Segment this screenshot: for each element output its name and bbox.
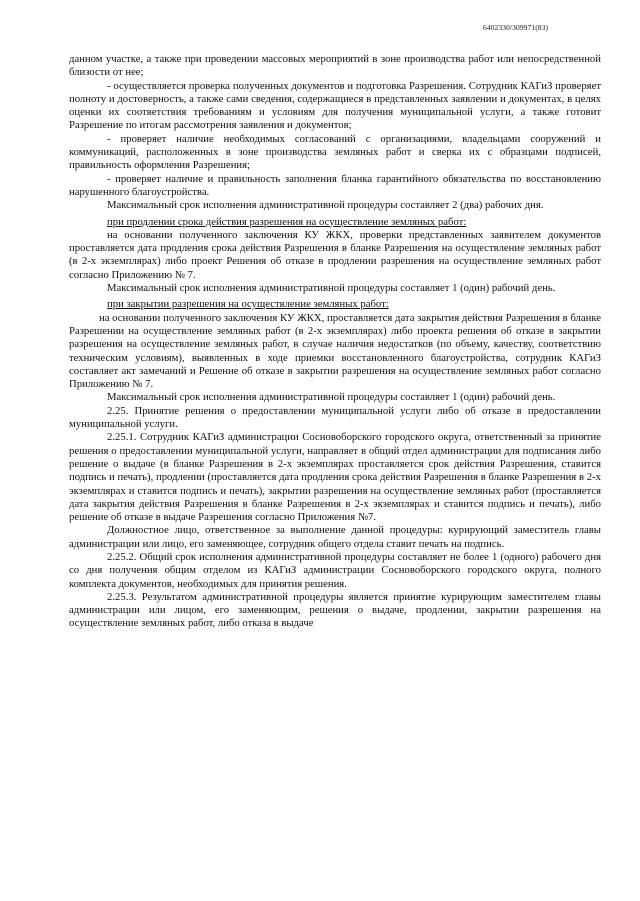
paragraph: Максимальный срок исполнения административной процедуры составляет 1 (один) рабочий день. (107, 391, 556, 404)
paragraph: Должностное лицо, ответственное за выполнение данной процедуры: курирующий заместитель главы администрации или лицо, его заменяющее, сотрудник общего отдела ставит печать на подпись. (69, 524, 601, 550)
paragraph: 2.25.2. Общий срок исполнения административной процедуры составляет не более 1 (одного) рабочего дня со дня получения общим отделом из КАГиЗ администрации Сосновоборского городского округа, полного комплекта документов, необходимых для принятия решения. (69, 550, 601, 590)
paragraph: на основании полученного заключения КУ ЖКХ, проставляется дата закрытия действия Разрешения в бланке Разрешении на осуществление земляных работ (в 2-х экземплярах) либо проекта решения об отказе в закрытии разрешения на осуществление земляных работ, в случае наличия недостатков (по объему, качеству, соответствию техническим условиям), выявленных в ходе приемки восстановленного благоустройства, сотрудник КАГиЗ составляет акт замечаний и Решение об отказе в закрытии разрешения на осуществление земляных работ согласно Приложению № 7. (69, 311, 601, 391)
paragraph: на основании полученного заключения КУ ЖКХ, проверки представленных заявителем документов проставляется дата продления срока действия Разрешения в бланке Разрешения на осуществление земляных работ (в 2-х экземплярах) либо проект Решения об отказе в продлении разрешения на осуществление земляных работ согласно Приложению № 7. (69, 228, 601, 281)
paragraph: 2.25.3. Результатом административной процедуры является принятие курирующим заместителем главы администрации или лицом, его заменяющим, решения о выдаче, продлении, закрытии разрешения на осуществление земляных работ, либо отказа в выдаче (69, 590, 601, 630)
paragraph: - проверяет наличие и правильность заполнения бланка гарантийного обязательства по восстановлению нарушенного благоустройства. (69, 172, 601, 198)
section-heading (69, 216, 601, 229)
document-id: 6402330/309971(83) (483, 23, 549, 32)
paragraph: Максимальный срок исполнения административной процедуры составляет 1 (один) рабочий день. (107, 282, 556, 295)
underlined-heading: при продлении срока действия разрешения на осуществление земляных работ: (107, 215, 467, 228)
paragraph: 2.25.1. Сотрудник КАГиЗ администрации Сосновоборского городского округа, ответственный за принятие решения о предоставлении муниципальной услуги, направляет в общий отдел администрации для подписания либо решение о выдаче (в бланке Разрешения в 2-х экземплярах проставляется срок действия Разрешения, ставится подпись и печать), продлении (проставляется дата продления срока действия Разрешения в бланке Разрешения в 2-х экземплярах и ставится подпись и печать), закрытии разрешения на осуществление земляных работ (проставляется дата закрытия действия Разрешения в бланке Разрешения в 2-х экземплярах и ставится подпись и печать), либо решение об отказе в выдаче Разрешения согласно Приложения №7. (69, 431, 601, 524)
document-body (69, 53, 601, 631)
paragraph: данном участке, а также при проведении массовых мероприятий в зоне производства работ или непосредственной близости от нее; (69, 53, 601, 79)
paragraph: - осуществляется проверка полученных документов и подготовка Разрешения. Сотрудник КАГиЗ проверяет полноту и достоверность, а также сами сведения, содержащиеся в представленных заявлении и документах, в целях оценки их соответствия требованиям и условиям для получения муниципальной услуги, а также готовит Разрешение по итогам рассмотрения заявления и документов; (69, 79, 601, 132)
paragraph: - проверяет наличие необходимых согласований с организациями, владельцами сооружений и коммуникаций, расположенных в зоне производства земляных работ и сверка их с образцами подписей, правильность оформления Разрешения; (69, 132, 601, 172)
underlined-heading: при закрытии разрешения на осуществление земляных работ: (107, 298, 389, 311)
section-heading (69, 298, 601, 311)
paragraph: 2.25. Принятие решения о предоставлении муниципальной услуги либо об отказе в предоставлении муниципальной услуги. (69, 404, 601, 431)
paragraph: Максимальный срок исполнения административной процедуры составляет 2 (два) рабочих дня. (107, 199, 544, 212)
